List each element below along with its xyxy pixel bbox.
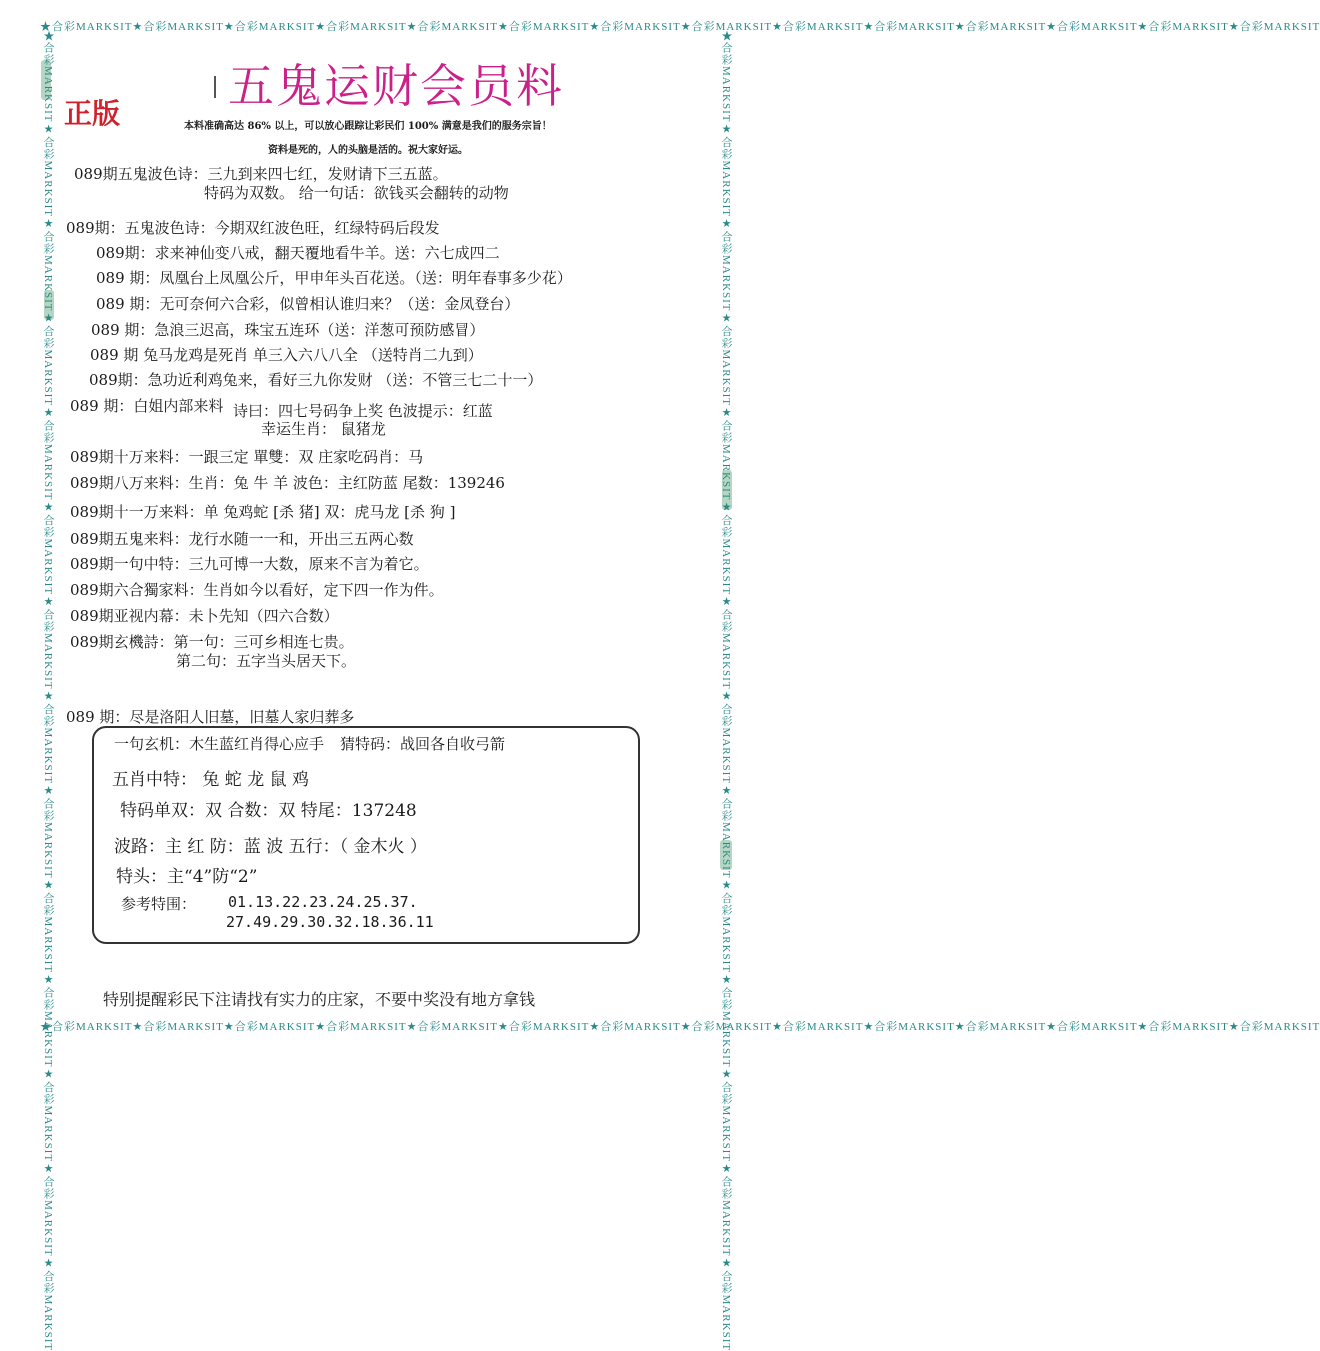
border-scribble <box>44 290 54 320</box>
panel-cankao-2: 27.49.29.30.32.18.36.11 <box>226 913 434 931</box>
shiyiwan-line: 089期十一万来料：单 兔鸡蛇 [杀 猪] 双：虎马龙 [杀 狗 ] <box>70 503 456 521</box>
luoyang-line: 089 期：尽是洛阳人旧墓，旧墓人家归葬多 <box>66 708 355 726</box>
notice-line-2: 资料是死的，人的头脑是活的。祝大家好运。 <box>268 145 468 156</box>
baigu-label: 089 期：白姐内部来料 <box>70 397 224 415</box>
watermark-bottom: ★合彩MARKSIT★合彩MARKSIT★合彩MARKSIT★合彩MARKSIT★合彩MARKSIT★合彩MARKSIT★合彩MARKSIT★合彩MARKSIT★合彩MARKSIT★合彩MARKSIT★合彩MARKSIT★合彩MARKSIT★合彩MARKSIT★合彩MARKSIT <box>40 1021 1320 1033</box>
baigu-poem: 诗曰：四七号码争上奖 色波提示：红蓝 <box>233 402 493 420</box>
poem-line-2: 特码为双数。 给一句话：欲钱买会翻转的动物 <box>204 184 509 202</box>
entry-line-b: 089 期：凤凰台上凤凰公斤，甲申年头百花送。（送：明年春事多少花） <box>96 269 572 287</box>
panel-xuanji: 一句玄机：木生蓝红肖得心应手 <box>114 735 325 753</box>
entry-line-a: 089期：求来神仙变八戒，翻天覆地看牛羊。送：六七成四二 <box>96 244 500 262</box>
entry-line-d: 089 期：急浪三迟高，珠宝五连环（送：洋葱可预防感冒） <box>91 321 485 339</box>
xuanji-line-1: 089期玄機詩：第一句：三可乡相连七贵。 <box>70 633 354 651</box>
header-tick <box>214 76 216 98</box>
notice-line-1: 本料准确高达 86% 以上，可以放心跟踪让彩民们 100% 满意是我们的服务宗旨！ <box>184 121 552 132</box>
baigu-luck: 幸运生肖： 鼠猪龙 <box>261 420 386 438</box>
panel-cankao-label: 参考特围： <box>121 895 197 913</box>
yashi-line: 089期亚视内幕：未卜先知（四六合数） <box>70 607 339 625</box>
panel-danshuang: 特码单双：双 合数：双 特尾：137248 <box>120 801 417 821</box>
page-title: 五鬼运财会员料 <box>228 59 564 113</box>
wugui-line-2: 089期五鬼来料：龙行水随一一和，开出三五两心数 <box>70 530 414 548</box>
yiju-line: 089期一句中特：三九可博一大数，原来不言为着它。 <box>70 555 429 573</box>
panel-bolu: 波路：主 红 防：蓝 波 五行：（ 金木火 ） <box>114 837 427 857</box>
border-scribble <box>720 840 732 870</box>
entry-line-c: 089 期：无可奈何六合彩，似曾相认谁归来？（送：金凤登台） <box>96 295 520 313</box>
bawan-line: 089期八万来料：生肖：兔 牛 羊 波色：主红防蓝 尾数：139246 <box>70 474 505 492</box>
liuhe-line: 089期六合獨家料：生肖如今以看好，定下四一作为件。 <box>70 581 444 599</box>
panel-cankao-1: 01.13.22.23.24.25.37. <box>228 893 418 911</box>
border-scribble <box>41 60 51 100</box>
wugui-poem: 089期：五鬼波色诗：今期双红波色旺，红绿特码后段发 <box>66 219 440 237</box>
border-scribble <box>722 470 732 510</box>
edition-badge: 正版 <box>64 97 121 130</box>
entry-line-e: 089 期 兔马龙鸡是死肖 单三入六八八全 （送特肖二九到） <box>90 346 483 364</box>
entry-line-f: 089期：急功近利鸡兔来，看好三九你发财 （送：不管三七二十一） <box>89 371 543 389</box>
footer-warning: 特别提醒彩民下注请找有实力的庄家，不要中奖没有地方拿钱 <box>103 990 536 1009</box>
panel-tetou: 特头：主“4”防“2” <box>116 867 258 887</box>
panel-guess: 猜特码：战回各自收弓箭 <box>340 735 506 753</box>
xuanji-line-2: 第二句：五字当头居天下。 <box>176 652 357 670</box>
watermark-top: ★合彩MARKSIT★合彩MARKSIT★合彩MARKSIT★合彩MARKSIT★合彩MARKSIT★合彩MARKSIT★合彩MARKSIT★合彩MARKSIT★合彩MARKSIT★合彩MARKSIT★合彩MARKSIT★合彩MARKSIT★合彩MARKSIT★合彩MARKSIT <box>40 21 1320 33</box>
shiwan-line: 089期十万来料：一跟三定 單雙：双 庄家吃码肖：马 <box>70 448 424 466</box>
poem-line-1: 089期五鬼波色诗：三九到来四七红，发财请下三五蓝。 <box>74 165 448 183</box>
watermark-left: ★合彩MARKSIT★合彩MARKSIT★合彩MARKSIT★合彩MARKSIT★合彩MARKSIT★合彩MARKSIT★合彩MARKSIT★合彩MARKSIT★合彩MARKSIT★合彩MARKSIT★合彩MARKSIT★合彩MARKSIT★合彩MARKSIT★合彩MARKSIT <box>42 30 54 1351</box>
panel-wuxiao: 五肖中特： 兔 蛇 龙 鼠 鸡 <box>112 770 310 790</box>
watermark-right: ★合彩MARKSIT★合彩MARKSIT★合彩MARKSIT★合彩MARKSIT★合彩MARKSIT★合彩MARKSIT★合彩MARKSIT★合彩MARKSIT★合彩MARKSIT★合彩MARKSIT★合彩MARKSIT★合彩MARKSIT★合彩MARKSIT★合彩MARKSIT <box>720 30 732 1351</box>
